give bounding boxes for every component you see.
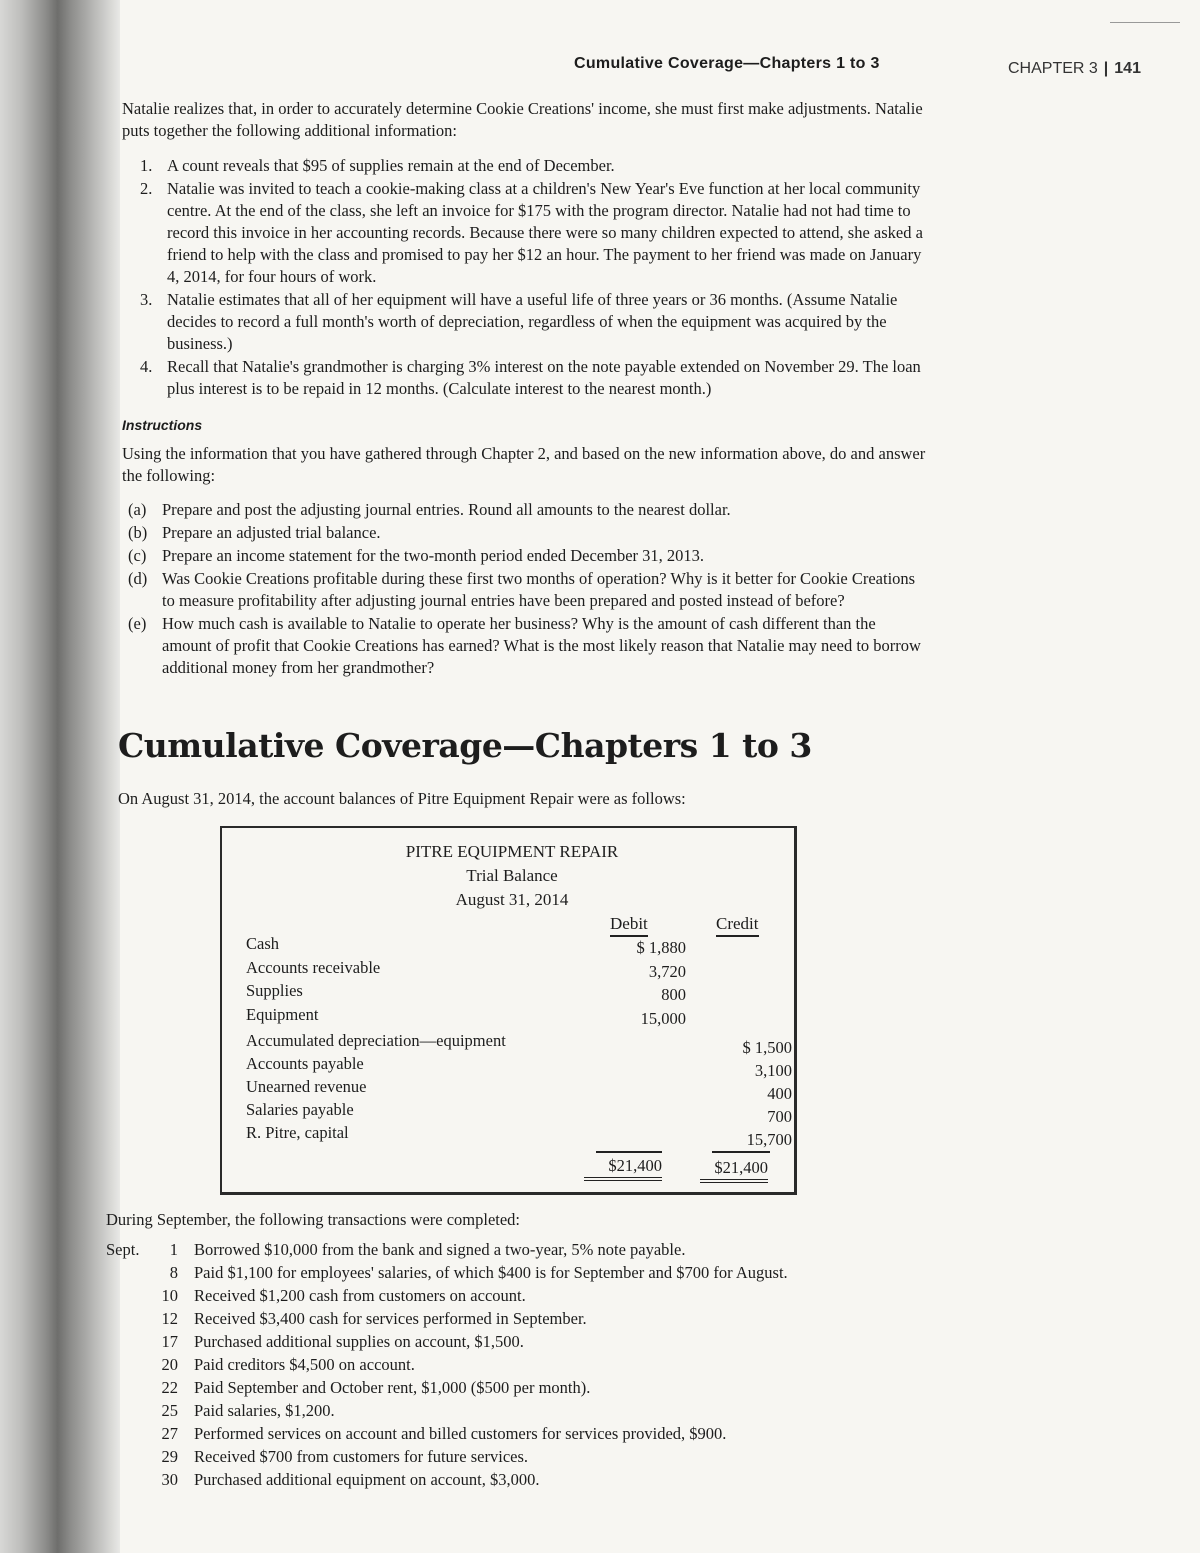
item-label: (e): [128, 614, 147, 633]
company-name: PITRE EQUIPMENT REPAIR: [405, 842, 619, 861]
instruction-item: [128, 568, 928, 612]
trial-balance-row: [246, 1031, 792, 1057]
debit-column-header: Debit: [610, 914, 648, 937]
credit-subtotal-rule: [712, 1151, 770, 1153]
total-credit: $21,400: [700, 1158, 768, 1183]
transaction-description: Paid creditors $4,500 on account.: [194, 1355, 415, 1374]
trial-balance-row: [246, 1077, 792, 1103]
transaction-item: [106, 1263, 906, 1286]
transaction-item: [106, 1378, 906, 1401]
intro-paragraph: Natalie realizes that, in order to accurately determine Cookie Creations' income, she must first make adjustments. Natalie puts together the following additional information:: [122, 99, 923, 140]
running-head: Cumulative Coverage—Chapters 1 to 3: [574, 55, 880, 72]
transaction-day: 22: [161, 1378, 178, 1397]
debit-amount: 15,000: [640, 1009, 686, 1028]
item-number: 3.: [140, 290, 153, 309]
instructions-text: Using the information that you have gathered through Chapter 2, and based on the new information above, do and answer the following:: [122, 444, 926, 485]
transaction-description: Received $1,200 cash from customers on account.: [194, 1286, 526, 1305]
transaction-description: Paid salaries, $1,200.: [194, 1401, 335, 1420]
item-number: 2.: [140, 179, 153, 198]
item-text: How much cash is available to Natalie to operate her business? Why is the amount of cash different than the amount of profit that Cookie Creations has earned? What is the most likely reason that Natalie may need to borrow additional money from her grandmother?: [162, 614, 921, 677]
item-label: (b): [128, 523, 148, 542]
account-name: Accumulated depreciation—equipment: [246, 1031, 506, 1050]
transaction-description: Paid September and October rent, $1,000 ($500 per month).: [194, 1378, 591, 1397]
credit-amount: 700: [767, 1107, 792, 1126]
account-name: R. Pitre, capital: [246, 1123, 349, 1142]
item-number: 4.: [140, 357, 153, 376]
transaction-day: 25: [161, 1401, 178, 1420]
info-item: [140, 155, 934, 177]
chapter-page-label: [1008, 60, 1141, 78]
transactions-list: [106, 1240, 906, 1493]
transaction-item: [106, 1447, 906, 1470]
credit-amount: 3,100: [754, 1061, 792, 1080]
total-debit: $21,400: [584, 1156, 662, 1181]
transaction-item: [106, 1355, 906, 1378]
transaction-day: 29: [161, 1447, 178, 1466]
transaction-description: Received $700 from customers for future services.: [194, 1447, 529, 1466]
transaction-day: 17: [161, 1332, 178, 1351]
transaction-month: Sept.: [106, 1240, 140, 1259]
account-name: Accounts receivable: [246, 958, 381, 977]
transaction-item: [106, 1470, 906, 1493]
item-text: A count reveals that $95 of supplies remain at the end of December.: [167, 156, 615, 175]
item-text: Natalie estimates that all of her equipment will have a useful life of three years or 36 months. (Assume Natalie decides to record a full month's worth of depreciation, regardless of when the equipment was acquired by the business.): [167, 290, 898, 353]
info-item: [140, 178, 934, 288]
item-label: (d): [128, 569, 148, 588]
info-item: [140, 356, 934, 400]
transaction-item: [106, 1286, 906, 1309]
item-text: Prepare an adjusted trial balance.: [162, 523, 381, 542]
chapter-label: CHAPTER 3: [1008, 60, 1098, 77]
account-name: Supplies: [246, 981, 303, 1000]
item-number: 1.: [140, 156, 153, 175]
item-text: Prepare and post the adjusting journal entries. Round all amounts to the nearest dollar.: [162, 500, 731, 519]
trial-balance-row: [246, 981, 786, 1004]
account-name: Equipment: [246, 1005, 319, 1024]
trial-balance-row: [246, 1005, 786, 1028]
separator: |: [1103, 60, 1109, 77]
trial-balance-box: [220, 826, 797, 1195]
transaction-item: [106, 1240, 906, 1263]
transaction-day: 27: [161, 1424, 178, 1443]
credit-amount: $ 1,500: [742, 1038, 792, 1057]
credit-amount: 15,700: [746, 1130, 792, 1149]
instruction-item: [128, 522, 928, 544]
transaction-description: Purchased additional supplies on account, $1,500.: [194, 1332, 524, 1351]
debit-subtotal-rule: [596, 1151, 662, 1153]
transaction-day: 20: [161, 1355, 178, 1374]
trial-balance-row: [246, 1123, 792, 1149]
transaction-item: [106, 1424, 906, 1447]
item-label: (c): [128, 546, 147, 565]
instructions-heading: Instructions: [122, 417, 203, 433]
debit-amount: 3,720: [648, 962, 686, 981]
credit-amount: 400: [767, 1084, 792, 1103]
section-intro: On August 31, 2014, the account balances of Pitre Equipment Repair were as follows:: [118, 789, 686, 808]
trial-balance-heading: [222, 840, 802, 912]
item-text: Recall that Natalie's grandmother is charging 3% interest on the note payable extended on November 29. The loan plus interest is to be repaid in 12 months. (Calculate interest to the nearest month.): [167, 357, 921, 398]
transaction-description: Borrowed $10,000 from the bank and signed a two-year, 5% note payable.: [194, 1240, 686, 1259]
transaction-item: [106, 1401, 906, 1424]
transaction-day: 10: [161, 1286, 178, 1305]
section-title: Cumulative Coverage—Chapters 1 to 3: [118, 726, 812, 765]
account-name: Unearned revenue: [246, 1077, 367, 1096]
transaction-description: Received $3,400 cash for services performed in September.: [194, 1309, 587, 1328]
page-number: 141: [1114, 60, 1141, 77]
top-rule: [1110, 22, 1180, 23]
scanned-book-spine-shadow: [0, 0, 120, 1553]
instruction-item: [128, 613, 928, 679]
credit-column-header: Credit: [716, 914, 759, 937]
info-item: [140, 289, 934, 355]
transaction-item: [106, 1309, 906, 1332]
transaction-description: Paid $1,100 for employees' salaries, of which $400 is for September and $700 for August.: [194, 1263, 788, 1282]
account-name: Salaries payable: [246, 1100, 354, 1119]
trial-balance-totals: [222, 1156, 794, 1180]
trial-balance-row: [246, 934, 786, 957]
account-name: Cash: [246, 934, 279, 953]
additional-info-list: [140, 155, 934, 401]
trial-balance-row: [246, 1100, 792, 1126]
trial-balance-row: [246, 958, 786, 981]
transaction-day: 12: [161, 1309, 178, 1328]
transactions-intro: During September, the following transactions were completed:: [106, 1210, 521, 1229]
item-text: Was Cookie Creations profitable during these first two months of operation? Why is it better for Cookie Creations to measure profitability after adjusting journal entries have been prepared and posted instead of before?: [162, 569, 916, 610]
instructions-list: [128, 499, 928, 680]
account-name: Accounts payable: [246, 1054, 364, 1073]
debit-amount: 800: [661, 985, 686, 1004]
item-label: (a): [128, 500, 147, 519]
transaction-item: [106, 1332, 906, 1355]
trial-balance-row: [246, 1054, 792, 1080]
debit-amount: $ 1,880: [636, 938, 686, 957]
item-text: Prepare an income statement for the two-month period ended December 31, 2013.: [162, 546, 705, 565]
transaction-description: Performed services on account and billed customers for services provided, $900.: [194, 1424, 727, 1443]
transaction-day: 8: [169, 1263, 178, 1282]
transaction-day: 1: [169, 1240, 178, 1259]
statement-date: August 31, 2014: [455, 890, 569, 909]
instruction-item: [128, 545, 928, 567]
transaction-day: 30: [161, 1470, 178, 1489]
instruction-item: [128, 499, 928, 521]
transaction-description: Purchased additional equipment on account, $3,000.: [194, 1470, 540, 1489]
item-text: Natalie was invited to teach a cookie-making class at a children's New Year's Eve function at her local community centre. At the end of the class, she left an invoice for $175 with the program director. Natalie had not had time to record this invoice in her accounting records. Because there were so many children expected to attend, she asked a friend to help with the class and promised to pay her $12 an hour. The payment to her friend was made on January 4, 2014, for four hours of work.: [167, 179, 923, 286]
statement-name: Trial Balance: [466, 866, 558, 885]
